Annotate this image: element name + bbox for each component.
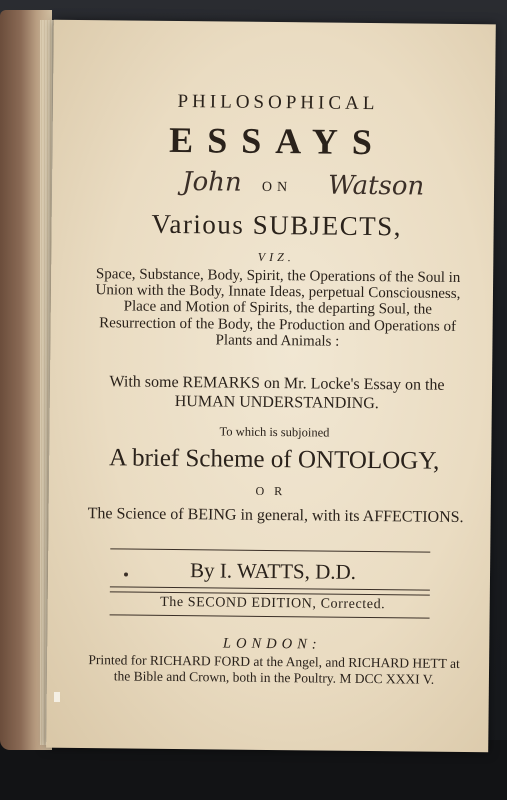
author-line: By I. WATTS, D.D. — [190, 558, 357, 584]
title-philosophical: PHILOSOPHICAL — [177, 91, 379, 115]
title-various-subjects: Various SUBJECTS, — [151, 208, 403, 242]
title-essays: ESSAYS — [168, 119, 387, 163]
subjects-paragraph: Space, Substance, Body, Spirit, the Operations of the Soul in Union with the Body, Innate Ideas, perpetual Consciousness, Place and Motion of Spirits, the departing Soul, the Resurrection of the Body, the Production and Operations of Plants and Animals : — [95, 266, 461, 350]
rule-divider — [110, 586, 430, 590]
subjoined-line: To which is subjoined — [219, 424, 330, 440]
viz-label: VIZ. — [257, 249, 295, 265]
remarks-paragraph: With some REMARKS on Mr. Locke's Essay on the HUMAN UNDERSTANDING. — [109, 373, 445, 413]
edition-line: The SECOND EDITION, Corrected. — [160, 594, 386, 613]
place-line: LONDON: — [222, 635, 322, 653]
signature-last-name: Watson — [327, 170, 425, 202]
rule-divider — [110, 614, 430, 618]
title-page — [46, 20, 496, 753]
imprint-paragraph: Printed for RICHARD FORD at the Angel, and RICHARD HETT at the Bible and Crown, both in the Poultry. M DCC XXXI V. — [88, 652, 460, 687]
rule-divider — [110, 548, 430, 552]
science-paragraph: The Science of BEING in general, with its AFFECTIONS. — [87, 505, 464, 527]
on-signature-row — [82, 166, 472, 204]
title-on: ON — [261, 179, 293, 196]
paper-tab — [54, 692, 60, 702]
or-line: OR — [255, 483, 293, 499]
ontology-line: A brief Scheme of ONTOLOGY, — [108, 444, 440, 475]
signature-first-name: John — [181, 167, 242, 198]
